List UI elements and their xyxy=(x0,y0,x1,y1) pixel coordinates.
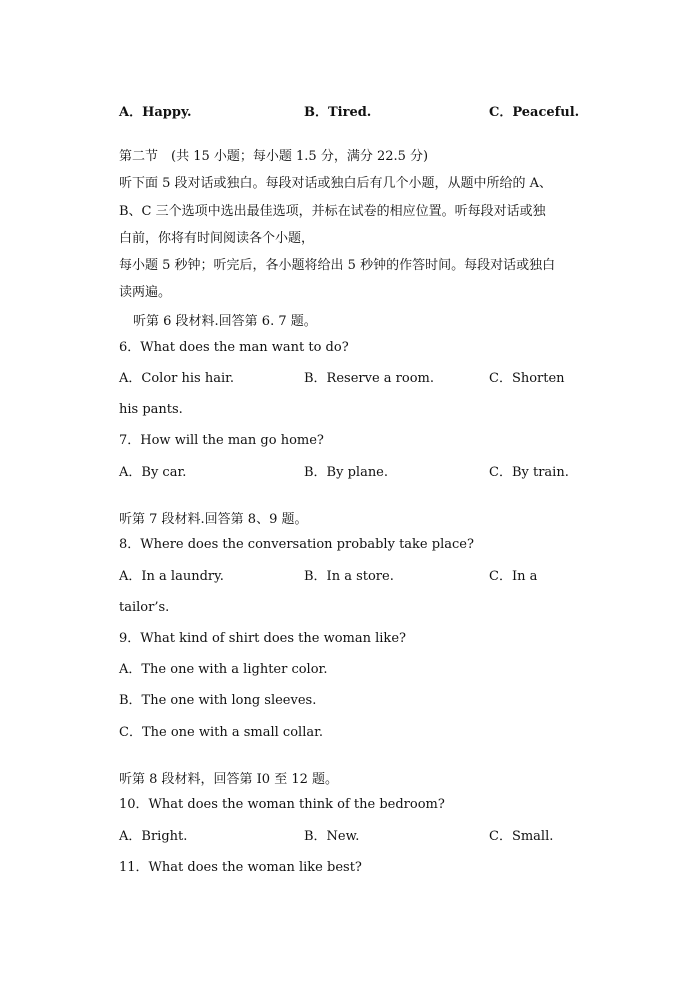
question-8-stem: 8．Where does the conversation probably take place? xyxy=(119,537,474,552)
material-8-heading: 听第 8 段材料，回答第 I0 至 12 题。 xyxy=(119,772,339,787)
q6-option-a: A．Color his hair. xyxy=(119,371,235,386)
q8-option-a: A．In a laundry. xyxy=(119,569,224,584)
q9-option-c: C．The one with a small collar. xyxy=(119,725,324,740)
question-7-stem: 7．How will the man go home? xyxy=(119,433,324,448)
q8-option-b: B．In a store. xyxy=(304,569,394,584)
question-9-stem: 9．What kind of shirt does the woman like? xyxy=(119,631,406,646)
question-11-stem: 11．What does the woman like best? xyxy=(119,860,362,875)
q10-option-c: C．Small. xyxy=(489,829,554,844)
q7-option-a: A．By car. xyxy=(119,465,187,480)
instruction-line: 读两遍。 xyxy=(119,285,172,300)
q9-option-b: B．The one with long sleeves. xyxy=(119,693,317,708)
q8-option-c: C．In a xyxy=(489,569,538,584)
instruction-line: B、C 三个选项中选出最佳选项，并标在试卷的相应位置。听每段对话或独 xyxy=(119,204,546,219)
q7-option-b: B．By plane. xyxy=(304,465,389,480)
instruction-line: 听下面 5 段对话或独白。每段对话或独白后有几个小题，从题中所给的 A、 xyxy=(119,176,553,191)
q8-option-c-continued: tailor’s. xyxy=(119,600,170,615)
q6-option-c-continued: his pants. xyxy=(119,402,183,417)
q5-option-a: A．Happy. xyxy=(119,105,192,120)
q9-option-a: A．The one with a lighter color. xyxy=(119,662,328,677)
q10-option-a: A．Bright. xyxy=(119,829,188,844)
q6-option-c: C．Shorten xyxy=(489,371,565,386)
q5-option-b: B．Tired. xyxy=(304,105,372,120)
question-10-stem: 10．What does the woman think of the bedroom? xyxy=(119,797,445,812)
q6-option-b: B．Reserve a room. xyxy=(304,371,434,386)
q5-option-c: C．Peaceful. xyxy=(489,105,580,120)
section-heading: 第二节 (共 15 小题；每小题 1.5 分，满分 22.5 分) xyxy=(119,149,429,164)
material-6-heading: 听第 6 段材料.回答第 6. 7 题。 xyxy=(133,314,317,329)
q10-option-b: B．New. xyxy=(304,829,360,844)
instruction-line: 白前，你将有时间阅读各个小题， xyxy=(119,231,315,246)
instruction-line: 每小题 5 秒钟；听完后，各小题将给出 5 秒钟的作答时间。每段对话或独白 xyxy=(119,258,556,273)
material-7-heading: 听第 7 段材料.回答第 8、9 题。 xyxy=(119,512,308,527)
q7-option-c: C．By train. xyxy=(489,465,569,480)
question-6-stem: 6．What does the man want to do? xyxy=(119,340,349,355)
